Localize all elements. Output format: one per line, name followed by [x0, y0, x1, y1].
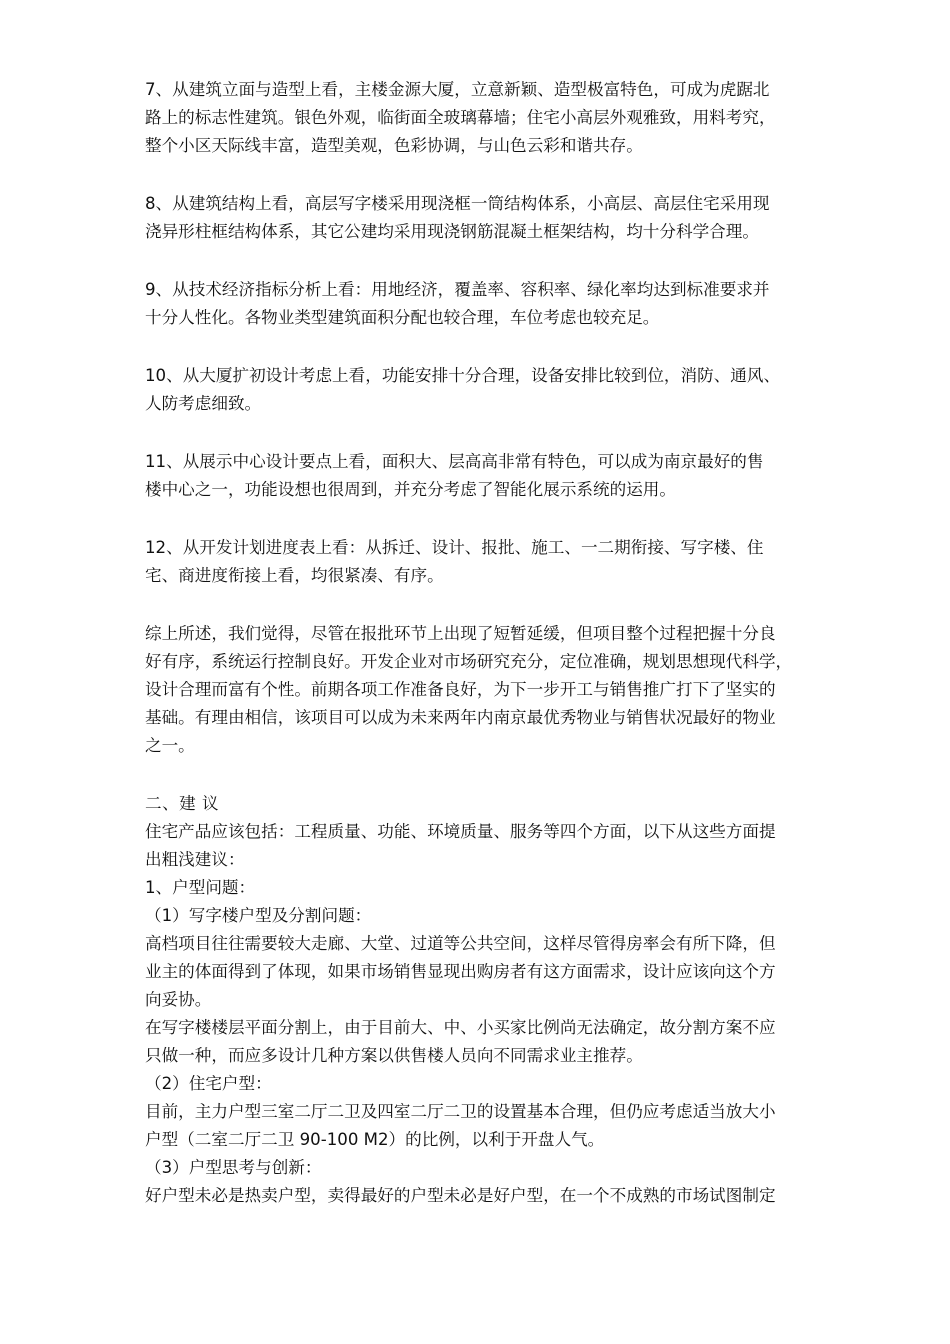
text-line: 11、从展示中心设计要点上看，面积大、层高高非常有特色，可以成为南京最好的售 — [145, 452, 764, 471]
text-line: 8、从建筑结构上看，高层写字楼采用现浇框一筒结构体系，小高层、高层住宅采用现 — [145, 194, 770, 213]
analysis-paragraphs — [145, 76, 887, 760]
text-line: 出粗浅建议： — [145, 850, 245, 869]
text-line: 整个小区天际线丰富，造型美观，色彩协调，与山色云彩和谐共存。 — [145, 136, 643, 155]
paragraph-10 — [145, 362, 887, 418]
text-line: 路上的标志性建筑。银色外观，临街面全玻璃幕墙；住宅小高层外观雅致，用料考究， — [145, 108, 776, 127]
text-line: 设计合理而富有个性。前期各项工作准备良好，为下一步开工与销售推广打下了坚实的 — [145, 680, 776, 699]
text-line: 人防考虑细致。 — [145, 394, 262, 413]
text-line: 12、从开发计划进度表上看：从拆迁、设计、报批、施工、一二期衔接、写字楼、住 — [145, 538, 764, 557]
text-line: 浇异形柱框结构体系，其它公建均采用现浇钢筋混凝土框架结构，均十分科学合理。 — [145, 222, 759, 241]
summary-paragraph — [145, 620, 887, 760]
text-line: 业主的体面得到了体现，如果市场销售显现出购房者有这方面需求，设计应该向这个方 — [145, 962, 776, 981]
text-line: 10、从大厦扩初设计考虑上看，功能安排十分合理，设备安排比较到位，消防、通风、 — [145, 366, 781, 385]
paragraph-8 — [145, 190, 887, 246]
text-line: 9、从技术经济指标分析上看：用地经济，覆盖率、容积率、绿化率均达到标准要求并 — [145, 280, 770, 299]
paragraph-12 — [145, 534, 887, 590]
text-line: 好户型未必是热卖户型，卖得最好的户型未必是好户型，在一个不成熟的市场试图制定 — [145, 1186, 776, 1205]
text-line: 只做一种，而应多设计几种方案以供售楼人员向不同需求业主推荐。 — [145, 1046, 643, 1065]
text-line: 高档项目往往需要较大走廊、大堂、过道等公共空间，这样尽管得房率会有所下降，但 — [145, 934, 776, 953]
text-line: 向妥协。 — [145, 990, 212, 1009]
text-line: 好有序，系统运行控制良好。开发企业对市场研究充分，定位准确，规划思想现代科学， — [145, 652, 793, 671]
section-heading: 二、建 议 — [145, 794, 220, 813]
paragraph-9 — [145, 276, 887, 332]
text-line: 目前，主力户型三室二厅二卫及四室二厅二卫的设置基本合理，但仍应考虑适当放大小 — [145, 1102, 776, 1121]
text-line: 7、从建筑立面与造型上看，主楼金源大厦，立意新颖、造型极富特色，可成为虎踞北 — [145, 80, 770, 99]
subheading: 1、户型问题： — [145, 878, 256, 897]
text-line: 住宅产品应该包括：工程质量、功能、环境质量、服务等四个方面，以下从这些方面提 — [145, 822, 776, 841]
document-page — [145, 76, 887, 1210]
text-line: 十分人性化。各物业类型建筑面积分配也较合理，车位考虑也较充足。 — [145, 308, 660, 327]
subheading: （2）住宅户型： — [145, 1074, 272, 1093]
text-line: 宅、商进度衔接上看，均很紧凑、有序。 — [145, 566, 444, 585]
text-line: 户型（二室二厅二卫 90-100 M2）的比例，以利于开盘人气。 — [145, 1130, 605, 1149]
text-line: 之一。 — [145, 736, 195, 755]
suggestions-section — [145, 790, 887, 1210]
subheading: （3）户型思考与创新： — [145, 1158, 322, 1177]
text-line: 楼中心之一，功能设想也很周到，并充分考虑了智能化展示系统的运用。 — [145, 480, 676, 499]
text-line: 基础。有理由相信，该项目可以成为未来两年内南京最优秀物业与销售状况最好的物业 — [145, 708, 776, 727]
paragraph-11 — [145, 448, 887, 504]
text-line: 综上所述，我们觉得，尽管在报批环节上出现了短暂延缓，但项目整个过程把握十分良 — [145, 624, 776, 643]
paragraph-7 — [145, 76, 887, 160]
subheading: （1）写字楼户型及分割问题： — [145, 906, 372, 925]
text-line: 在写字楼楼层平面分割上，由于目前大、中、小买家比例尚无法确定，故分割方案不应 — [145, 1018, 776, 1037]
